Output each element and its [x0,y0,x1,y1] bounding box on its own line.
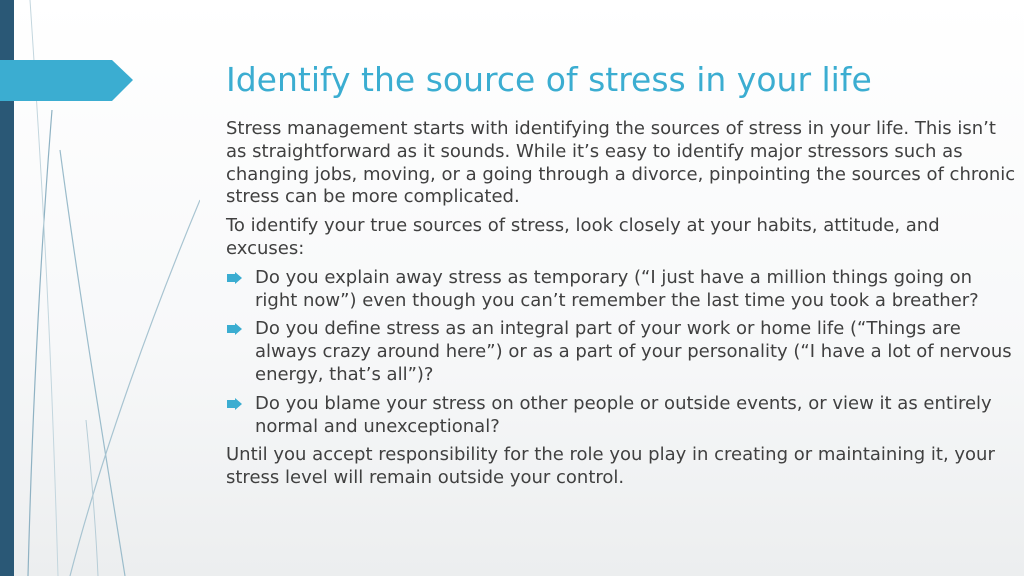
arrow-right-icon [226,398,243,410]
list-item-text: Do you explain away stress as temporary (“I just have a million things going on right now”) even though you can’t remember the last time you took a breather? [255,266,979,311]
intro-paragraph: Stress management starts with identifying the sources of stress in your life. This isn’t as straightforward as it sounds. While it’s easy to identify major stressors such as changing jobs, moving, or a going through a divorce, pinpointing the sources of chronic stress can be more complicated. [226,118,1016,208]
slide-title: Identify the source of stress in your life [226,60,872,99]
list-item [226,393,1016,439]
list-item [226,318,1016,386]
conclusion-paragraph: Until you accept responsibility for the role you play in creating or maintaining it, your stress level will remain outside your control. [226,444,995,489]
lead-in-paragraph: To identify your true sources of stress, look closely at your habits, attitude, and excuses: [226,215,940,259]
list-item [226,267,1016,313]
title-accent-arrow [0,0,140,110]
arrow-right-icon [226,272,243,284]
list-item-text: Do you blame your stress on other people or outside events, or view it as entirely normal and unexceptional? [255,392,992,437]
list-item-text: Do you define stress as an integral part of your work or home life (“Things are always crazy around here”) or as a part of your personality (“I have a lot of nervous energy, that’s all”)? [255,318,1012,385]
arrow-right-icon [226,323,243,335]
question-list [226,267,1016,439]
slide-body [226,118,1016,496]
